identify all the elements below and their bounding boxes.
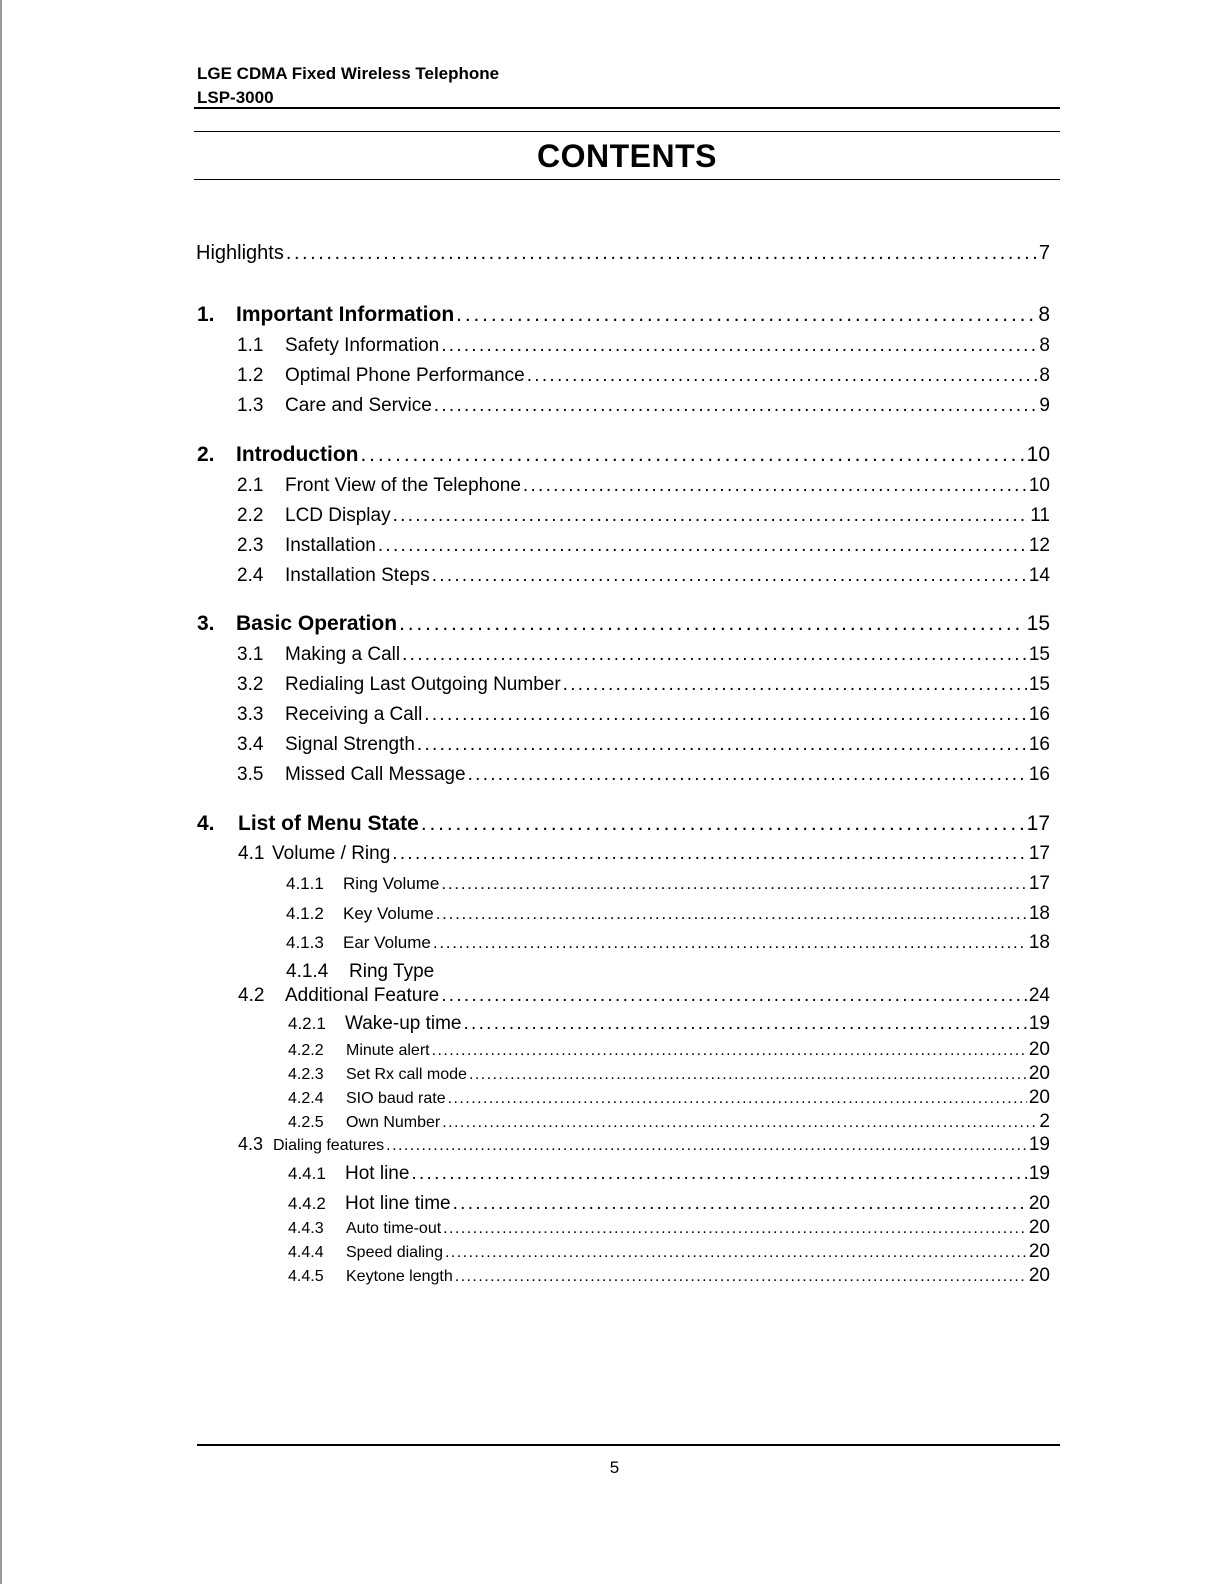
- toc-entry-number: 3.2: [237, 674, 264, 695]
- toc-entry-number: 2.1: [237, 475, 264, 496]
- toc-entry-label: Front View of the Telephone: [285, 475, 521, 496]
- toc-leader-dots: [453, 1193, 1027, 1215]
- toc-entry-4-2-4[interactable]: [288, 1087, 1050, 1109]
- toc-leader-dots: [464, 1013, 1027, 1035]
- toc-leader-dots: [417, 734, 1027, 756]
- toc-leader-dots: [360, 443, 1024, 467]
- toc-leader-dots: [402, 644, 1027, 666]
- toc-entry-number: 2.2: [237, 505, 264, 526]
- toc-entry-number: 4.2.4: [288, 1090, 324, 1107]
- toc-entry-page: 8: [1039, 335, 1050, 356]
- header-model: LSP-3000: [197, 88, 274, 107]
- toc-entry-label: Important Information: [236, 303, 455, 326]
- toc-leader-dots: [386, 1137, 1027, 1155]
- toc-entry-label: Installation: [285, 535, 376, 556]
- toc-entry-page: 17: [1028, 843, 1050, 864]
- toc-leader-dots: [433, 933, 1027, 953]
- toc-leader-dots: [393, 505, 1029, 527]
- toc-entry-page: 19: [1028, 1163, 1050, 1184]
- toc-entry-section-4[interactable]: [197, 812, 1050, 836]
- toc-entry-4-4-5[interactable]: [288, 1265, 1050, 1287]
- toc-entry-number: 1.1: [237, 335, 264, 356]
- toc-entry-page: 15: [1028, 644, 1050, 665]
- toc-entry-page: 16: [1028, 704, 1050, 725]
- toc-entry-number: 3.1: [237, 644, 264, 665]
- toc-entry-number: 3.5: [237, 764, 264, 785]
- toc-entry-3-2[interactable]: [237, 674, 1050, 696]
- toc-entry-4-2-2[interactable]: [288, 1039, 1050, 1061]
- toc-entry-label: Additional Feature: [285, 985, 440, 1006]
- toc-entry-label: Keytone length: [346, 1268, 453, 1285]
- toc-entry-number: 4.2.1: [288, 1014, 326, 1033]
- toc-entry-label: Care and Service: [285, 395, 432, 416]
- toc-entry-label: SIO baud rate: [346, 1090, 446, 1107]
- toc-entry-label: Highlights: [196, 242, 284, 264]
- toc-entry-page: 24: [1028, 985, 1050, 1006]
- toc-leader-dots: [399, 612, 1025, 636]
- toc-entry-4-3[interactable]: [238, 1134, 1050, 1156]
- toc-entry-number: 4.2.3: [288, 1066, 324, 1083]
- toc-entry-label: Own Number: [346, 1114, 441, 1131]
- toc-entry-4-4-2[interactable]: [288, 1193, 1050, 1215]
- toc-entry-number: 4.1.2: [286, 904, 324, 923]
- toc-leader-dots: [434, 395, 1038, 417]
- toc-entry-number: 3.3: [237, 704, 264, 725]
- toc-entry-page: 19: [1028, 1134, 1050, 1155]
- toc-entry-page: 9: [1039, 395, 1050, 416]
- toc-entry-label: Auto time-out: [346, 1220, 442, 1237]
- toc-entry-label: Introduction: [236, 443, 359, 466]
- toc-leader-dots: [441, 985, 1027, 1007]
- toc-entry-page: 20: [1028, 1193, 1050, 1214]
- toc-entry-label: Redialing Last Outgoing Number: [285, 674, 561, 695]
- toc-entry-page: 11: [1030, 505, 1050, 526]
- toc-entry-page: 2: [1039, 1111, 1050, 1132]
- toc-entry-page: 20: [1028, 1039, 1050, 1060]
- toc-entry-4-4-1[interactable]: [288, 1163, 1050, 1185]
- toc-entry-label: Hot line time: [345, 1193, 451, 1214]
- toc-entry-highlights[interactable]: [196, 242, 1050, 265]
- toc-entry-label: Ear Volume: [343, 933, 431, 952]
- toc-entry-page: 17: [1026, 812, 1050, 835]
- toc-entry-page: 18: [1028, 932, 1050, 953]
- toc-entry-1-2[interactable]: [237, 365, 1050, 387]
- toc-entry-page: 20: [1028, 1217, 1050, 1238]
- toc-entry-number: 4.1.3: [286, 933, 324, 952]
- toc-leader-dots: [469, 1066, 1027, 1084]
- toc-entry-label: LCD Display: [285, 505, 391, 526]
- toc-leader-dots: [468, 764, 1027, 786]
- toc-entry-number: 3.: [197, 612, 215, 635]
- toc-entry-page: 8: [1038, 303, 1050, 326]
- toc-entry-label: Ring Volume: [343, 874, 440, 893]
- toc-leader-dots: [378, 535, 1027, 557]
- toc-entry-number: 4.3: [238, 1134, 264, 1154]
- toc-entry-label: List of Menu State: [238, 812, 419, 835]
- page-left-border: [0, 0, 2, 1584]
- toc-entry-page: 20: [1028, 1265, 1050, 1286]
- toc-entry-page: 10: [1026, 443, 1050, 466]
- toc-leader-dots: [442, 1114, 1037, 1132]
- toc-entry-number: 4.1: [238, 843, 265, 864]
- toc-entry-label: Optimal Phone Performance: [285, 365, 525, 386]
- toc-entry-number: 4.1.1: [286, 874, 324, 893]
- page-number: 5: [609, 1458, 620, 1477]
- toc-entry-page: 15: [1026, 612, 1050, 635]
- toc-entry-3-1[interactable]: [237, 644, 1050, 666]
- toc-leader-dots: [448, 1090, 1027, 1108]
- toc-entry-4-1[interactable]: [238, 843, 1050, 865]
- toc-entry-label: Wake-up time: [345, 1013, 462, 1034]
- toc-leader-dots: [432, 565, 1027, 587]
- toc-entry-number: 2.4: [237, 565, 264, 586]
- toc-leader-dots: [441, 874, 1026, 894]
- toc-entry-4-1-4[interactable]: [286, 961, 1050, 983]
- toc-entry-1-3[interactable]: [237, 395, 1050, 417]
- toc-entry-number: 4.4.1: [288, 1164, 326, 1183]
- toc-entry-4-2-3[interactable]: [288, 1063, 1050, 1085]
- toc-entry-label: Missed Call Message: [285, 764, 466, 785]
- toc-entry-page: 12: [1028, 535, 1050, 556]
- page-title: CONTENTS: [537, 138, 717, 174]
- toc-leader-dots: [436, 904, 1027, 924]
- toc-leader-dots: [432, 1042, 1027, 1060]
- toc-entry-2-2[interactable]: [237, 505, 1050, 527]
- toc-entry-label: Basic Operation: [236, 612, 398, 635]
- toc-entry-page: 17: [1028, 873, 1050, 894]
- toc-entry-label: Making a Call: [285, 644, 401, 665]
- toc-entry-number: 4.4.3: [288, 1220, 324, 1237]
- toc-entry-number: 4.2.5: [288, 1114, 324, 1131]
- title-top-rule: [194, 131, 1060, 132]
- toc-leader-dots: [424, 704, 1027, 726]
- toc-entry-label: Ring Type: [349, 961, 435, 982]
- toc-entry-page: 20: [1028, 1063, 1050, 1084]
- toc-leader-dots: [527, 365, 1038, 387]
- toc-entry-number: 4.4.2: [288, 1194, 326, 1213]
- toc-entry-label: Hot line: [345, 1163, 410, 1184]
- toc-leader-dots: [286, 242, 1037, 265]
- toc-leader-dots: [563, 674, 1027, 696]
- toc-entry-number: 1.: [197, 303, 215, 326]
- toc-entry-number: 4.1.4: [286, 961, 329, 982]
- footer-rule: [197, 1444, 1060, 1446]
- toc-entry-label: Set Rx call mode: [346, 1066, 467, 1083]
- toc-entry-2-4[interactable]: [237, 565, 1050, 587]
- toc-entry-page: 14: [1028, 565, 1050, 586]
- toc-leader-dots: [523, 475, 1027, 497]
- toc-entry-3-4[interactable]: [237, 734, 1050, 756]
- toc-entry-4-1-1[interactable]: [286, 873, 1050, 895]
- toc-entry-label: Key Volume: [343, 904, 434, 923]
- toc-entry-section-1[interactable]: [197, 303, 1050, 327]
- toc-entry-3-5[interactable]: [237, 764, 1050, 786]
- toc-entry-page: 16: [1028, 734, 1050, 755]
- toc-entry-section-2[interactable]: [197, 443, 1050, 467]
- toc-leader-dots: [411, 1163, 1026, 1185]
- toc-leader-dots: [443, 1220, 1027, 1238]
- toc-entry-label: Speed dialing: [346, 1244, 443, 1261]
- toc-entry-label: Receiving a Call: [285, 704, 423, 725]
- toc-leader-dots: [445, 1244, 1027, 1262]
- toc-entry-4-1-3[interactable]: [286, 932, 1050, 954]
- toc-entry-4-1-2[interactable]: [286, 903, 1050, 925]
- toc-entry-4-4-3[interactable]: [288, 1217, 1050, 1239]
- toc-entry-page: 7: [1038, 242, 1050, 264]
- toc-entry-label: Volume / Ring: [272, 843, 391, 864]
- toc-leader-dots: [441, 335, 1037, 357]
- toc-entry-label: Minute alert: [346, 1042, 430, 1059]
- toc-entry-section-3[interactable]: [197, 612, 1050, 636]
- title-bottom-rule: [194, 179, 1060, 180]
- toc-entry-label: Installation Steps: [285, 565, 430, 586]
- header-rule: [194, 107, 1060, 109]
- toc-entry-number: 4.2.2: [288, 1042, 324, 1059]
- toc-leader-dots: [456, 303, 1036, 327]
- toc-entry-4-2-1[interactable]: [288, 1013, 1050, 1035]
- toc-entry-label: Signal Strength: [285, 734, 415, 755]
- toc-entry-number: 4.4.4: [288, 1244, 324, 1261]
- toc-entry-4-2-5[interactable]: [288, 1111, 1050, 1133]
- toc-leader-dots: [421, 812, 1025, 836]
- toc-entry-4-4-4[interactable]: [288, 1241, 1050, 1263]
- toc-entry-page: 19: [1028, 1013, 1050, 1034]
- toc-entry-number: 4.: [197, 812, 215, 835]
- toc-entry-number: 2.: [197, 443, 215, 466]
- toc-entry-number: 1.2: [237, 365, 264, 386]
- toc-entry-number: 1.3: [237, 395, 264, 416]
- toc-entry-4-2[interactable]: [238, 985, 1050, 1007]
- toc-entry-page: 8: [1039, 365, 1050, 386]
- header-product-name: LGE CDMA Fixed Wireless Telephone: [197, 64, 500, 83]
- toc-entry-page: 15: [1028, 674, 1050, 695]
- toc-entry-number: 2.3: [237, 535, 264, 556]
- toc-entry-page: 20: [1028, 1241, 1050, 1262]
- toc-entry-label: Safety Information: [285, 335, 440, 356]
- toc-entry-page: 18: [1028, 903, 1050, 924]
- toc-entry-page: 10: [1028, 475, 1050, 496]
- toc-entry-2-3[interactable]: [237, 535, 1050, 557]
- toc-entry-2-1[interactable]: [237, 475, 1050, 497]
- toc-entry-page: 20: [1028, 1087, 1050, 1108]
- toc-entry-number: 4.4.5: [288, 1268, 324, 1285]
- toc-entry-number: 3.4: [237, 734, 264, 755]
- toc-entry-label: Dialing features: [273, 1137, 385, 1154]
- toc-entry-page: 16: [1028, 764, 1050, 785]
- toc-leader-dots: [455, 1268, 1027, 1286]
- toc-entry-3-3[interactable]: [237, 704, 1050, 726]
- toc-leader-dots: [392, 843, 1027, 865]
- toc-entry-1-1[interactable]: [237, 335, 1050, 357]
- toc-entry-number: 4.2: [238, 985, 265, 1006]
